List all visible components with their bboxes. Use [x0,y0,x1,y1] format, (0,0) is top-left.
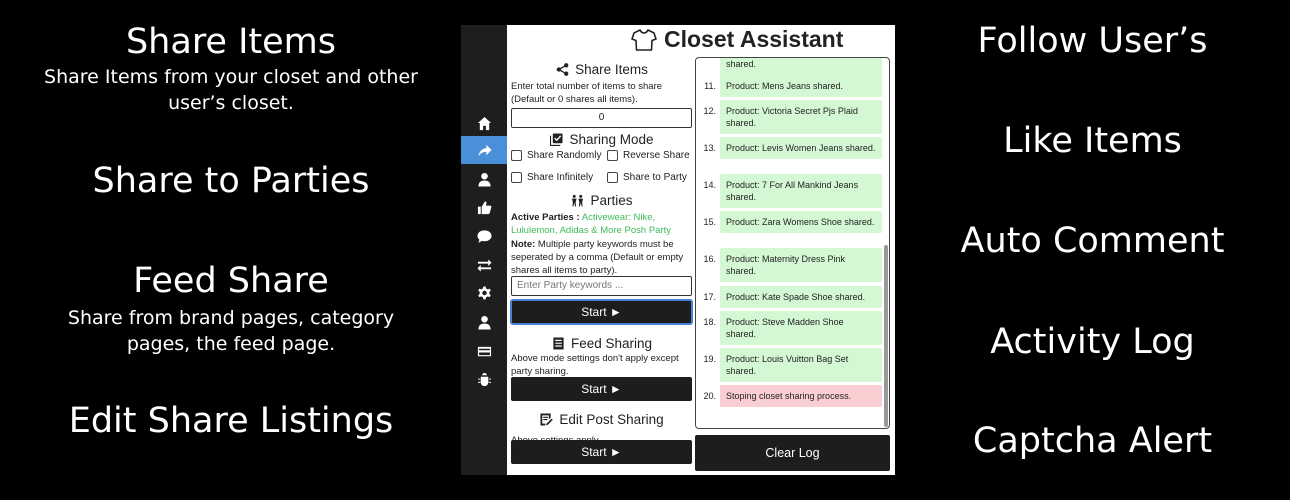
log-entry-number: 17. [703,292,716,302]
home-icon [477,116,492,131]
active-parties-label: Active Parties : [511,212,580,223]
parties-heading [507,193,697,208]
log-entry-message: Stoping closet sharing process. [720,385,882,407]
active-parties-value: Activewear: Nike, Lululemon, Adidas & More Posh Party [511,212,672,236]
activity-log[interactable] [695,57,890,429]
share-infinitely-checkbox[interactable] [511,172,593,183]
swap-icon [477,258,492,273]
feed-sharing-heading-text: Feed Sharing [570,336,653,351]
app-title: Closet Assistant [664,26,844,52]
log-entry-number: 16. [703,254,716,264]
nav-comment[interactable] [461,222,507,250]
card-icon [477,344,492,359]
edit-post-heading [507,412,697,427]
user-icon [477,172,492,187]
share-to-party-label: Share to Party [623,172,687,183]
feature-share-items-title: Share Items [125,22,337,62]
log-entry [698,174,882,208]
checkbox-box [607,150,618,161]
log-entry-number: 11. [704,81,716,91]
parties-heading-text: Parties [590,193,633,208]
closet-assistant-window [461,25,895,475]
log-entry-message: Product: Maternity Dress Pink shared. [720,248,882,282]
log-entry-message: Product: Mens Jeans shared. [720,75,882,97]
share-randomly-label: Share Randomly [527,150,602,161]
log-entry [698,75,882,97]
share-nodes-icon [556,63,569,76]
comment-icon [477,229,492,244]
clear-log-button[interactable]: Clear Log [695,435,890,471]
log-entry [698,248,882,282]
checkbox-stack-icon [550,133,563,146]
feature-feed-share-title: Feed Share [133,261,329,301]
nav-debug[interactable] [461,365,507,393]
party-start-button[interactable]: Start ► [511,300,692,324]
parties-note [511,238,693,277]
nav-like[interactable] [461,193,507,221]
edit-post-heading-text: Edit Post Sharing [559,412,664,427]
like-icon [477,200,492,215]
party-keywords-input[interactable]: Enter Party keywords ... [511,276,692,296]
feature-feed-share-desc: Share from brand pages, category pages, the feed page. [67,307,395,355]
log-entry-message: Product: Zara Womens Shoe shared. [720,211,882,233]
feature-share-parties-title: Share to Parties [92,161,370,201]
nav-home[interactable] [461,109,507,137]
party-people-icon [571,194,584,207]
log-entry-number: 19. [703,354,716,364]
nav-share[interactable] [461,136,507,164]
bug-icon [477,372,492,387]
parties-note-text: Multiple party keywords must be seperated by a comma (Default or empty shares all items to party). [511,239,684,276]
log-entry-number: 13. [703,143,716,153]
log-entry-number: 14. [703,180,716,190]
gear-icon [477,286,492,301]
share-randomly-checkbox[interactable] [511,150,601,161]
log-entry-number: 12. [703,106,716,116]
log-entry [698,286,882,308]
nav-settings[interactable] [461,279,507,307]
active-parties [511,211,693,237]
log-entry-message: Product: Levis Women Jeans shared. [720,137,882,159]
share-infinitely-label: Share Infinitely [527,172,594,183]
sharing-mode-heading [507,132,697,147]
share-items-note: Enter total number of items to share (Default or 0 shares all items). [511,81,663,105]
feed-sharing-heading [507,336,697,351]
reverse-share-checkbox[interactable] [607,150,690,161]
share-to-party-checkbox[interactable] [607,172,687,183]
feature-edit-share-title: Edit Share Listings [68,401,394,441]
nav-account[interactable] [461,308,507,336]
log-entry-message: Product: Victoria Secret Pjs Plaid shared. [720,100,882,134]
log-entry-number: 15. [703,217,716,227]
checkbox-box [511,172,522,183]
items-count-input[interactable]: 0 [511,108,692,128]
log-entry-number [698,57,720,75]
log-entry-error [698,385,882,407]
parties-note-label: Note: [511,239,536,250]
user-icon [477,315,492,330]
log-entry-message: shared. [720,57,882,75]
settings-panel [507,57,697,475]
feed-sharing-note: Above mode settings don't apply except party sharing. [511,353,679,377]
feature-share-items-desc: Share Items from your closet and other user’s closet. [44,66,418,114]
sharing-mode-heading-text: Sharing Mode [569,132,654,147]
log-entry-message: Product: 7 For All Mankind Jeans shared. [720,174,882,208]
checkbox-box [511,150,522,161]
feature-like-items: Like Items [1003,121,1182,161]
nav-exchange[interactable] [461,251,507,279]
edit-post-icon [540,413,553,426]
log-entry-message: Product: Kate Spade Shoe shared. [720,286,882,308]
share-icon [477,143,492,158]
log-entry-message: Product: Louis Vuitton Bag Set shared. [720,348,882,382]
checkbox-box [607,172,618,183]
document-icon [552,337,565,350]
log-entry [698,57,882,75]
log-entry [698,100,882,134]
nav-follow[interactable] [461,165,507,193]
feature-captcha-alert: Captcha Alert [972,421,1213,461]
feed-start-button[interactable]: Start ► [511,377,692,401]
log-entry [698,348,882,382]
feature-follow-users: Follow User’s [977,21,1208,61]
log-entry-number: 20. [703,391,716,401]
log-entry-message: Product: Steve Madden Shoe shared. [720,311,882,345]
feature-activity-log: Activity Log [990,322,1195,362]
log-scrollbar[interactable] [884,245,888,427]
log-entry [698,211,882,233]
share-items-heading-text: Share Items [575,62,648,77]
share-items-heading [507,62,697,77]
edit-post-start-button[interactable]: Start ► [511,440,692,464]
nav-billing[interactable] [461,337,507,365]
side-nav [461,25,507,475]
log-entry [698,137,882,159]
app-header [507,25,895,55]
log-entry [698,311,882,345]
reverse-share-label: Reverse Share [623,150,690,161]
log-entry-number: 18. [703,317,716,327]
feature-auto-comment: Auto Comment [960,221,1225,261]
shirt-icon [631,28,657,52]
